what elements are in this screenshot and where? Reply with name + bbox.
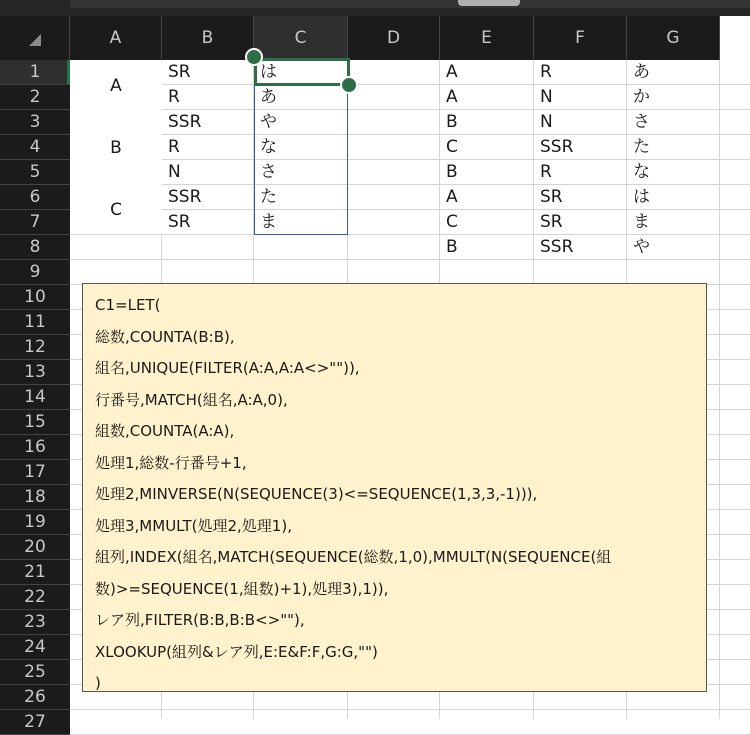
merged-cell-text: A <box>110 75 122 96</box>
column-header-f[interactable]: F <box>534 16 627 60</box>
formula-line: 組列,INDEX(組名,MATCH(SEQUENCE(総数,1,0),MMULT(N(SEQUENCE(組 <box>95 548 612 566</box>
cell-b2[interactable]: R <box>168 87 180 107</box>
row-header-16[interactable]: 16 <box>0 435 70 460</box>
cell-c4[interactable]: な <box>260 137 277 157</box>
column-header-d[interactable]: D <box>348 16 440 60</box>
cell-c1[interactable]: は <box>260 62 277 82</box>
cell-g8[interactable]: や <box>633 237 650 257</box>
cell-g7[interactable]: ま <box>633 212 650 232</box>
formula-line: 処理2,MINVERSE(N(SEQUENCE(3)<=SEQUENCE(1,3,3,-1))), <box>95 485 538 503</box>
selection-handle-bottom-right[interactable] <box>340 76 358 94</box>
cell-e5[interactable]: B <box>446 162 458 182</box>
formula-line: 組名,UNIQUE(FILTER(A:A,A:A<>"")), <box>95 359 360 377</box>
formula-line: ) <box>95 674 101 692</box>
cell-g2[interactable]: か <box>633 87 650 107</box>
cell-c2[interactable]: あ <box>260 87 277 107</box>
row-header-11[interactable]: 11 <box>0 310 70 335</box>
cell-g6[interactable]: は <box>633 187 650 207</box>
formula-text-box[interactable] <box>82 283 707 692</box>
selection-handle-top-left[interactable] <box>245 48 263 66</box>
cell-e6[interactable]: A <box>446 187 458 207</box>
cell-f6[interactable]: SR <box>540 187 563 207</box>
cell-b1[interactable]: SR <box>168 62 191 82</box>
formula-line: 数)>=SEQUENCE(1,組数)+1),処理3),1)), <box>95 579 389 598</box>
cell-f3[interactable]: N <box>540 112 553 132</box>
active-cell-c1[interactable] <box>254 58 350 86</box>
merged-cell-a1-a2[interactable] <box>70 61 162 110</box>
formula-line: レア列,FILTER(B:B,B:B<>""), <box>95 611 305 629</box>
select-all-triangle-icon <box>29 34 41 46</box>
row-header-24[interactable]: 24 <box>0 635 70 660</box>
formula-bar-strip <box>70 0 750 8</box>
row-header-18[interactable]: 18 <box>0 485 70 510</box>
row-header-7[interactable]: 7 <box>0 210 70 235</box>
row-header-25[interactable]: 25 <box>0 660 70 685</box>
cell-c6[interactable]: た <box>260 187 277 207</box>
row-header-8[interactable]: 8 <box>0 235 70 260</box>
column-header-c[interactable]: C <box>254 16 348 60</box>
row-header-13[interactable]: 13 <box>0 360 70 385</box>
cell-g3[interactable]: さ <box>633 112 650 132</box>
row-header-26[interactable]: 26 <box>0 685 70 710</box>
cell-c7[interactable]: ま <box>260 212 277 232</box>
row-header-3[interactable]: 3 <box>0 110 70 135</box>
merged-cell-a3-a5[interactable] <box>70 111 162 185</box>
cell-e2[interactable]: A <box>446 87 458 107</box>
cell-f1[interactable]: R <box>540 62 552 82</box>
formula-line: 組数,COUNTA(A:A), <box>95 422 235 440</box>
row-header-15[interactable]: 15 <box>0 410 70 435</box>
cell-b7[interactable]: SR <box>168 212 191 232</box>
row-header-19[interactable]: 19 <box>0 510 70 535</box>
cell-b4[interactable]: R <box>168 137 180 157</box>
cell-c3[interactable]: や <box>260 112 277 132</box>
cell-f5[interactable]: R <box>540 162 552 182</box>
formula-line: 処理1,総数-行番号+1, <box>95 453 247 472</box>
column-header-b[interactable]: B <box>162 16 254 60</box>
cell-b3[interactable]: SSR <box>168 112 202 132</box>
cell-e8[interactable]: B <box>446 237 458 257</box>
merged-cell-a6-a7[interactable] <box>70 186 162 234</box>
column-header-e[interactable]: E <box>440 16 534 60</box>
row-header-5[interactable]: 5 <box>0 160 70 185</box>
cell-c5[interactable]: さ <box>260 162 277 182</box>
cell-f4[interactable]: SSR <box>540 137 574 157</box>
cell-g5[interactable]: な <box>633 162 650 182</box>
scroll-indicator[interactable] <box>458 0 520 6</box>
row-header-1[interactable]: 1 <box>0 60 70 85</box>
formula-line: 処理3,MMULT(処理2,処理1), <box>95 516 292 535</box>
cell-e1[interactable]: A <box>446 62 458 82</box>
cell-f8[interactable]: SSR <box>540 237 574 257</box>
row-header-2[interactable]: 2 <box>0 85 70 110</box>
merged-cell-text: B <box>110 138 122 158</box>
cell-f7[interactable]: SR <box>540 212 563 232</box>
row-header-23[interactable]: 23 <box>0 610 70 635</box>
merged-cell-text: C <box>110 200 122 220</box>
cell-e4[interactable]: C <box>446 137 458 157</box>
row-header-12[interactable]: 12 <box>0 335 70 360</box>
cell-f2[interactable]: N <box>540 87 553 107</box>
row-header-17[interactable]: 17 <box>0 460 70 485</box>
grid-row-line <box>70 709 750 710</box>
column-header-a[interactable]: A <box>70 16 162 60</box>
row-header-14[interactable]: 14 <box>0 385 70 410</box>
window-top-bar <box>0 0 750 16</box>
row-header-10[interactable]: 10 <box>0 285 70 310</box>
cell-e3[interactable]: B <box>446 112 458 132</box>
cell-b5[interactable]: N <box>168 162 181 182</box>
formula-line: 行番号,MATCH(組名,A:A,0), <box>95 390 288 409</box>
row-header-27[interactable]: 27 <box>0 710 70 735</box>
select-all-button[interactable] <box>0 16 70 60</box>
formula-line: C1=LET( <box>95 296 161 314</box>
row-header-22[interactable]: 22 <box>0 585 70 610</box>
formula-line: 総数,COUNTA(B:B), <box>95 327 235 346</box>
row-header-4[interactable]: 4 <box>0 135 70 160</box>
row-header-20[interactable]: 20 <box>0 535 70 560</box>
row-header-9[interactable]: 9 <box>0 260 70 285</box>
row-header-21[interactable]: 21 <box>0 560 70 585</box>
cell-e7[interactable]: C <box>446 212 458 232</box>
cell-g4[interactable]: た <box>633 137 650 157</box>
cell-g1[interactable]: あ <box>633 62 650 82</box>
cell-b6[interactable]: SSR <box>168 187 202 207</box>
column-header-g[interactable]: G <box>627 16 720 60</box>
row-header-6[interactable]: 6 <box>0 185 70 210</box>
formula-line: XLOOKUP(組列&レア列,E:E&F:F,G:G,"") <box>95 642 378 661</box>
